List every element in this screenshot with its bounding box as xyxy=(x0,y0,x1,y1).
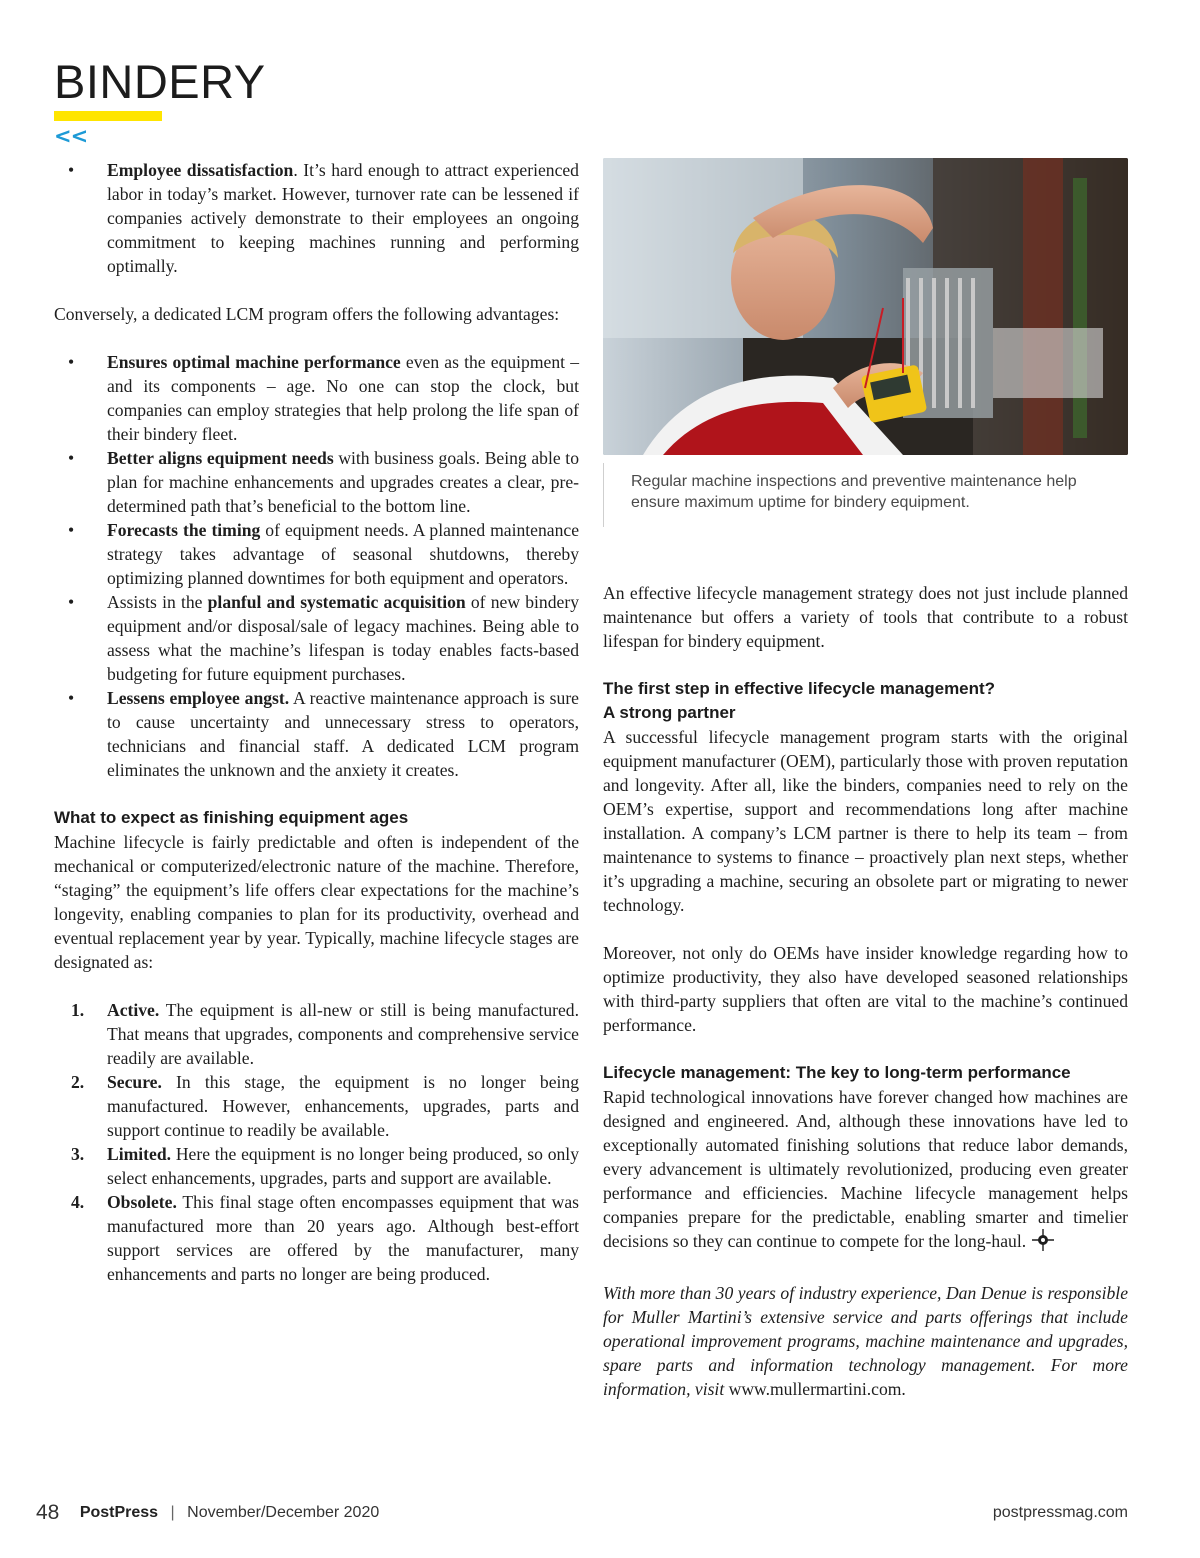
list-item: • Assists in the planful and systematic acquisition of new bindery equipment and/or disposal/sale of legacy machines. Being able to assess what the machine’s lifespan is today enables facts-based budgeting for future equipment purchases. xyxy=(68,592,579,684)
intro-bullet-list xyxy=(54,158,579,278)
subheading-key: Lifecycle management: The key to long-term performance xyxy=(603,1063,1071,1082)
paragraph-key: Rapid technological innovations have forever changed how machines are designed and engineered. And, although these innovations have led to exceptionally automated finishing solutions that reduce labor demands, every advancement is ultimately revolutionized, producing even greater performance and efficiencies. Machine lifecycle management helps companies prepare for the predictable, enabling smarter and timelier decisions so they can continue to compete for the long-haul. xyxy=(603,1085,1128,1257)
subheading-partner: The first step in effective lifecycle management? A strong partner xyxy=(603,679,996,722)
technician-photo xyxy=(603,158,1128,455)
paragraph-strategy: An effective lifecycle management strategy does not just include planned maintenance but offers a variety of tools that contribute to a robust lifespan for bindery equipment. xyxy=(603,583,1128,651)
section-accent-bar xyxy=(54,111,162,121)
list-item: • Ensures optimal machine performance even as the equipment – and its components – age. No one can stop the clock, but companies can employ strategies that help prolong the life span of their bindery fleet. xyxy=(68,352,579,444)
paragraph-partner: A successful lifecycle management program starts with the original equipment manufacturer (OEM), particularly those with proven reputation and longevity. After all, like the binders, companies need to rely on the OEM’s expertise, support and recommendations long after machine installation. A company’s LCM partner is there to help its team – from maintenance to systems to finance – proactively plan next steps, whether it’s upgrading a machine, securing an obsolete part or migrating to newer technology. xyxy=(603,727,1128,915)
author-bio: With more than 30 years of industry experience, Dan Denue is responsible for Muller Martini’s extensive service and parts offerings that include operational improvement programs, machine maintenance and upgrades, spare parts and information technology management. For more information, visit www.mullermartini.com. xyxy=(603,1283,1128,1399)
end-of-article-icon xyxy=(1032,1229,1054,1257)
bullet-bold-text: Employee dissatisfaction xyxy=(107,160,294,180)
author-website-link[interactable]: www.mullermartini.com. xyxy=(728,1379,906,1399)
list-item: • Forecasts the timing of equipment needs. A planned maintenance strategy takes advantage of seasonal shutdowns, thereby optimizing planned downtimes for both equipment and operators. xyxy=(68,520,579,588)
list-item: 2. Secure. In this stage, the equipment is no longer being manufactured. However, enhancements, upgrades, parts and support continue to readily be available. xyxy=(71,1072,579,1140)
paragraph-moreover: Moreover, not only do OEMs have insider knowledge regarding how to optimize productivity, they also have developed seasoned relationships with third-party suppliers that often are vital to the machine’s continued performance. xyxy=(603,943,1128,1035)
footer-separator: | xyxy=(170,1504,175,1521)
list-item: 3. Limited. Here the equipment is no longer being produced, so only select enhancements, upgrades, parts and support are available. xyxy=(71,1144,579,1188)
bullet-icon: • xyxy=(68,352,75,372)
list-item xyxy=(54,158,579,278)
technician-photo-illustration xyxy=(603,158,1128,455)
list-item: • Lessens employee angst. A reactive maintenance approach is sure to cause uncertainty and unnecessary stress to operators, technicians and financial staff. A dedicated LCM program eliminates the unknown and the anxiety it creates. xyxy=(68,688,579,780)
back-arrow-icon[interactable]: << xyxy=(54,124,88,148)
stages-list xyxy=(54,998,579,1286)
bullet-icon: • xyxy=(68,448,75,468)
bullet-icon: • xyxy=(68,160,75,180)
subheading-expect: What to expect as finishing equipment ages xyxy=(54,808,409,827)
right-column xyxy=(603,158,1128,1401)
bullet-icon: • xyxy=(68,592,75,612)
photo-caption: Regular machine inspections and preventive maintenance help ensure maximum uptime for bindery equipment. xyxy=(603,463,1128,527)
left-column xyxy=(54,158,579,1286)
list-item: • Better aligns equipment needs with business goals. Being able to plan for machine enhancements and upgrades creates a clear, pre-determined path that’s beneficial to the bottom line. xyxy=(68,448,579,516)
paragraph-conversely: Conversely, a dedicated LCM program offers the following advantages: xyxy=(54,304,560,324)
page-footer xyxy=(36,1501,1128,1525)
bullet-text: . It’s hard enough to attract experienced labor in today’s market. However, turnover rate can be lessened if companies actively demonstrate to their employees an ongoing commitment to keeping machines running and performing optimally. xyxy=(107,160,579,276)
list-item: 1. Active. The equipment is all-new or still is being manufactured. That means that upgrades, components and comprehensive service readily are available. xyxy=(71,1000,579,1068)
bullet-icon: • xyxy=(68,520,75,540)
magazine-name: PostPress xyxy=(79,1504,159,1521)
page-number: 48 xyxy=(36,1501,60,1524)
paragraph-expect: Machine lifecycle is fairly predictable and often is independent of the mechanical or computerized/electronic nature of the machine. Therefore, “staging” the equipment’s life offers clear expectations for the machine’s longevity, enabling companies to plan for its productivity, overhead and eventual replacement year by year. Typically, machine lifecycle stages are designated as: xyxy=(54,832,579,972)
issue-date: November/December 2020 xyxy=(187,1504,380,1521)
advantages-list xyxy=(54,350,579,782)
bullet-icon: • xyxy=(68,688,75,708)
section-title: BINDERY xyxy=(54,55,266,108)
footer-website-link[interactable]: postpressmag.com xyxy=(992,1504,1128,1521)
list-item: 4. Obsolete. This final stage often encompasses equipment that was manufactured more than 20 years ago. Although best-effort support services are offered by the manufacturer, many enhancements and parts no longer are being produced. xyxy=(71,1192,579,1284)
